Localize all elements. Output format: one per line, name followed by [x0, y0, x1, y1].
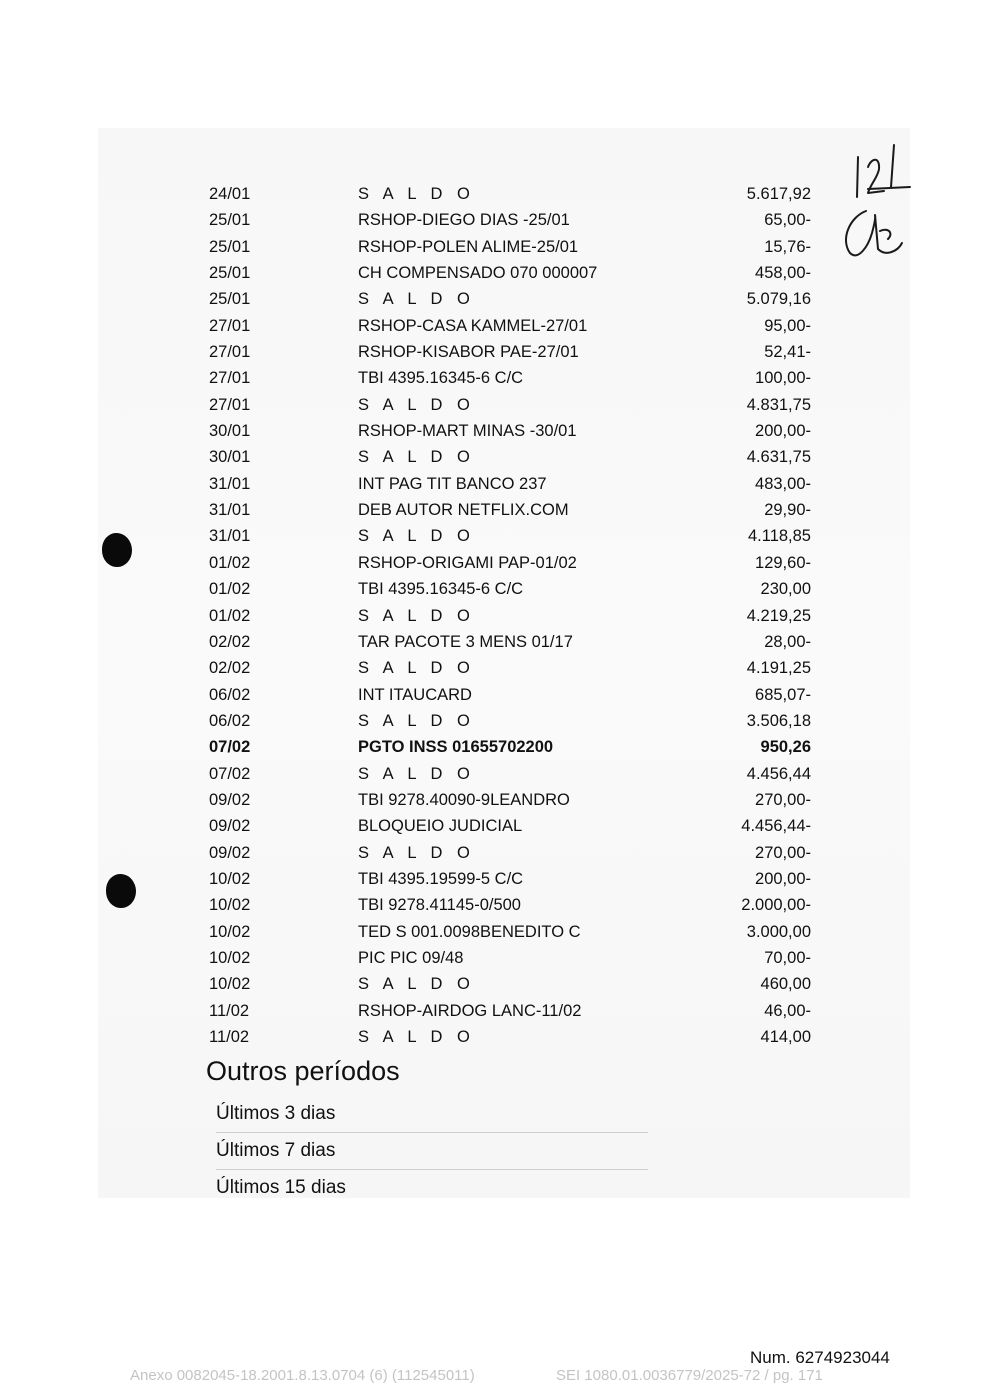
- row-date: 01/02: [209, 580, 251, 599]
- row-amount: 2.000,00-: [741, 896, 811, 915]
- transaction-row: [0, 734, 982, 760]
- transaction-row: [0, 787, 982, 813]
- period-link-7-days[interactable]: Últimos 7 dias: [216, 1133, 648, 1170]
- row-description: S A L D O: [358, 975, 475, 994]
- balance-row: [0, 444, 982, 470]
- row-amount: 100,00-: [755, 369, 811, 388]
- row-date: 07/02: [209, 738, 251, 757]
- period-link-3-days[interactable]: Últimos 3 dias: [216, 1096, 648, 1133]
- row-date: 25/01: [209, 237, 251, 256]
- row-description: S A L D O: [358, 448, 475, 467]
- row-amount: 4.118,85: [747, 527, 811, 546]
- row-date: 11/02: [209, 1028, 250, 1046]
- transaction-row: [0, 234, 982, 260]
- row-description: S A L D O: [358, 527, 475, 546]
- transaction-row: [0, 418, 982, 444]
- row-description: S A L D O: [358, 843, 475, 862]
- row-date: 27/01: [209, 343, 251, 362]
- row-date: 27/01: [209, 369, 251, 388]
- row-description: S A L D O: [358, 395, 475, 414]
- row-description: S A L D O: [358, 764, 475, 783]
- row-description: S A L D O: [358, 1028, 475, 1046]
- row-date: 06/02: [209, 685, 251, 704]
- transaction-row: [0, 629, 982, 655]
- row-amount: 4.191,25: [746, 659, 811, 678]
- transaction-row: [0, 497, 982, 523]
- balance-row: [0, 655, 982, 681]
- row-amount: 483,00-: [755, 474, 811, 493]
- row-date: 10/02: [209, 975, 251, 994]
- row-description: TBI 4395.16345-6 C/C: [358, 369, 524, 388]
- transaction-row: [0, 576, 982, 602]
- other-periods-title: Outros períodos: [206, 1056, 400, 1086]
- row-date: 09/02: [209, 790, 251, 809]
- row-amount: 3.506,18: [746, 711, 811, 730]
- row-amount: 5.617,92: [746, 185, 811, 203]
- row-date: 07/02: [209, 764, 251, 783]
- row-description: S A L D O: [358, 290, 475, 309]
- footer-annex: Anexo 0082045-18.2001.8.13.0704 (6) (112545011): [130, 1367, 475, 1384]
- row-date: 31/01: [209, 474, 251, 493]
- balance-row: [0, 392, 982, 418]
- row-amount: 129,60-: [755, 553, 811, 572]
- row-date: 01/02: [209, 606, 251, 625]
- row-amount: 15,76-: [764, 237, 811, 256]
- row-description: TBI 4395.16345-6 C/C: [358, 580, 524, 599]
- row-description: RSHOP-AIRDOG LANC-11/02: [358, 1001, 582, 1020]
- row-amount: 270,00-: [755, 790, 811, 809]
- row-amount: 230,00: [760, 580, 811, 599]
- row-date: 30/01: [209, 422, 251, 441]
- transaction-row: [0, 866, 982, 892]
- footer-sei-reference: SEI 1080.01.0036779/2025-72 / pg. 171: [556, 1367, 823, 1384]
- transaction-row: [0, 260, 982, 286]
- row-amount: 3.000,00: [746, 922, 811, 941]
- row-date: 25/01: [209, 264, 251, 283]
- row-amount: 4.831,75: [746, 395, 811, 414]
- row-amount: 52,41-: [764, 343, 811, 362]
- transaction-row: [0, 207, 982, 233]
- row-description: S A L D O: [358, 659, 475, 678]
- row-description: RSHOP-CASA KAMMEL-27/01: [358, 316, 588, 335]
- row-description: INT ITAUCARD: [358, 685, 472, 704]
- row-amount: 414,00: [760, 1028, 811, 1046]
- row-description: TBI 9278.41145-0/500: [358, 896, 521, 915]
- transaction-row: [0, 313, 982, 339]
- row-amount: 65,00-: [764, 211, 811, 230]
- row-description: RSHOP-POLEN ALIME-25/01: [358, 237, 579, 256]
- row-date: 30/01: [209, 448, 251, 467]
- row-description: BLOQUEIO JUDICIAL: [358, 817, 523, 836]
- row-description: TAR PACOTE 3 MENS 01/17: [358, 632, 573, 651]
- balance-row: [0, 761, 982, 787]
- row-date: 31/01: [209, 527, 251, 546]
- balance-row: [0, 181, 982, 207]
- transaction-row: [0, 813, 982, 839]
- row-date: 10/02: [209, 948, 251, 967]
- row-amount: 685,07-: [755, 685, 811, 704]
- row-amount: 4.631,75: [746, 448, 811, 467]
- row-amount: 5.079,16: [746, 290, 811, 309]
- row-amount: 4.219,25: [746, 606, 811, 625]
- row-description: RSHOP-MART MINAS -30/01: [358, 422, 577, 441]
- statement-table: [0, 181, 982, 1050]
- row-amount: 950,26: [760, 738, 811, 757]
- row-amount: 458,00-: [755, 264, 811, 283]
- row-amount: 95,00-: [764, 316, 811, 335]
- row-date: 06/02: [209, 711, 251, 730]
- row-amount: 70,00-: [764, 948, 811, 967]
- row-date: 25/01: [209, 211, 251, 230]
- row-date: 10/02: [209, 896, 251, 915]
- balance-row: [0, 971, 982, 997]
- row-date: 09/02: [209, 817, 251, 836]
- row-description: RSHOP-ORIGAMI PAP-01/02: [358, 553, 577, 572]
- row-date: 10/02: [209, 922, 251, 941]
- document-number: Num. 6274923044: [750, 1348, 890, 1367]
- transaction-row: [0, 892, 982, 918]
- period-link-15-days[interactable]: Últimos 15 dias: [216, 1177, 346, 1198]
- row-amount: 29,90-: [764, 501, 811, 520]
- row-amount: 28,00-: [764, 632, 811, 651]
- row-amount: 460,00: [760, 975, 811, 994]
- transaction-row: [0, 365, 982, 391]
- row-description: TED S 001.0098BENEDITO C: [358, 922, 581, 941]
- row-date: 24/01: [209, 185, 251, 203]
- row-description: RSHOP-DIEGO DIAS -25/01: [358, 211, 570, 230]
- row-description: PGTO INSS 01655702200: [358, 738, 554, 757]
- row-date: 27/01: [209, 395, 251, 414]
- transaction-row: [0, 945, 982, 971]
- row-description: RSHOP-KISABOR PAE-27/01: [358, 343, 579, 362]
- balance-row: [0, 603, 982, 629]
- balance-row: [0, 708, 982, 734]
- row-description: DEB AUTOR NETFLIX.COM: [358, 501, 569, 520]
- row-date: 10/02: [209, 869, 251, 888]
- row-date: 31/01: [209, 501, 251, 520]
- row-description: TBI 9278.40090-9LEANDRO: [358, 790, 570, 809]
- row-date: 11/02: [209, 1001, 250, 1020]
- row-description: S A L D O: [358, 185, 475, 203]
- balance-row: [0, 523, 982, 549]
- transaction-row: [0, 998, 982, 1024]
- row-amount: 46,00-: [764, 1001, 811, 1020]
- balance-row: [0, 840, 982, 866]
- row-description: S A L D O: [358, 606, 475, 625]
- transaction-row: [0, 339, 982, 365]
- row-date: 01/02: [209, 553, 251, 572]
- row-amount: 200,00-: [755, 869, 811, 888]
- row-date: 02/02: [209, 632, 251, 651]
- transaction-row: [0, 919, 982, 945]
- row-description: S A L D O: [358, 711, 475, 730]
- row-amount: 270,00-: [755, 843, 811, 862]
- row-description: TBI 4395.19599-5 C/C: [358, 869, 524, 888]
- row-amount: 4.456,44: [746, 764, 811, 783]
- row-amount: 4.456,44-: [741, 817, 811, 836]
- row-date: 25/01: [209, 290, 251, 309]
- row-description: INT PAG TIT BANCO 237: [358, 474, 547, 493]
- balance-row: [0, 1024, 982, 1050]
- row-amount: 200,00-: [755, 422, 811, 441]
- balance-row: [0, 286, 982, 312]
- row-date: 27/01: [209, 316, 251, 335]
- row-date: 09/02: [209, 843, 251, 862]
- transaction-row: [0, 471, 982, 497]
- row-description: PIC PIC 09/48: [358, 948, 464, 967]
- row-date: 02/02: [209, 659, 251, 678]
- transaction-row: [0, 550, 982, 576]
- row-description: CH COMPENSADO 070 000007: [358, 264, 598, 283]
- transaction-row: [0, 682, 982, 708]
